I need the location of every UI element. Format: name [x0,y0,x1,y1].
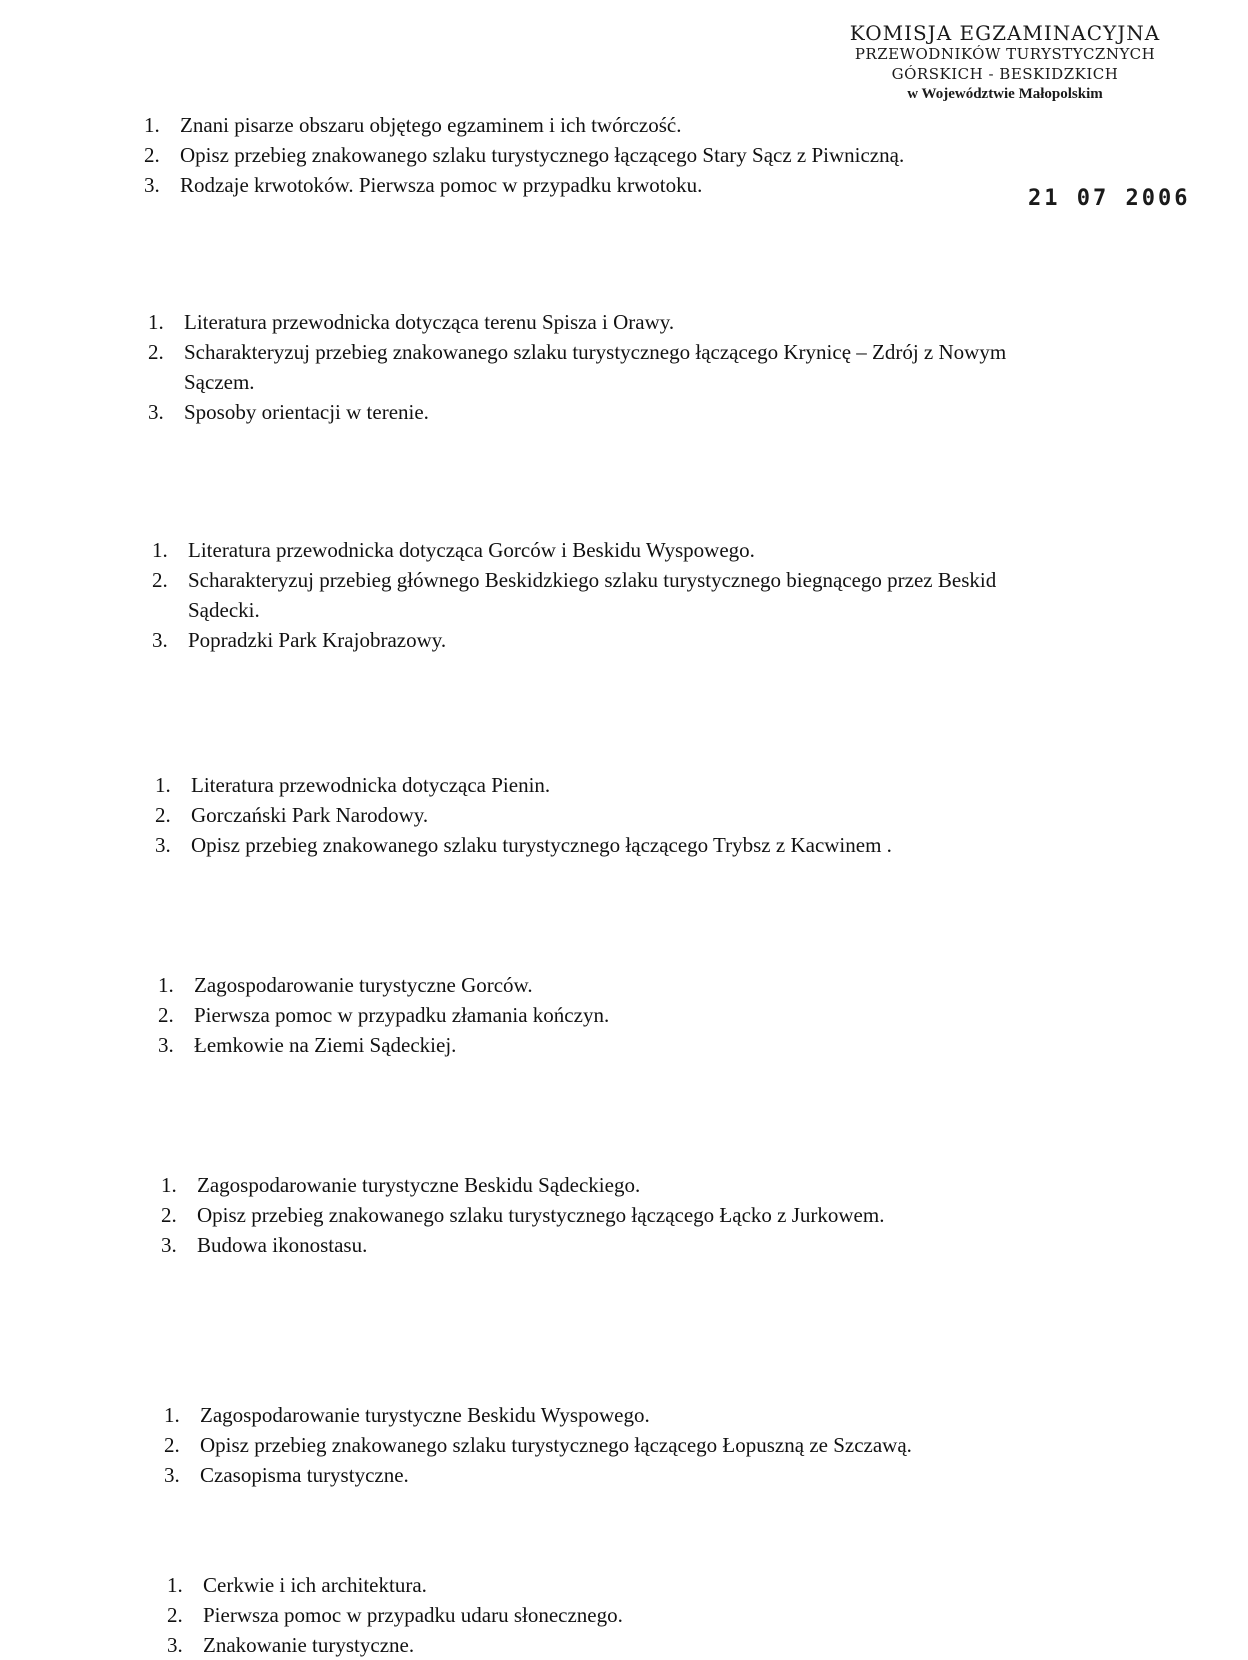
question-item [158,1030,958,1060]
question-text: Zagospodarowanie turystyczne Gorców. [194,973,533,997]
question-text: Sposoby orientacji w terenie. [184,400,429,424]
question-text: Rodzaje krwotoków. Pierwsza pomoc w przypadku krwotoku. [180,173,703,197]
stamp-line-3: GÓRSKICH - BESKIDZKICH [891,65,1119,83]
question-text: Cerkwie i ich architektura. [203,1573,427,1597]
question-number: 2. [164,1433,180,1457]
question-text: Zagospodarowanie turystyczne Beskidu Wyspowego. [200,1403,650,1427]
question-item [164,1460,1084,1490]
question-item [161,1230,1081,1260]
question-text: Scharakteryzuj przebieg znakowanego szlaku turystycznego łączącego Krynicę – Zdrój z Nowym Sączem. [184,340,1007,394]
question-number: 3. [152,628,168,652]
question-item [144,140,1104,170]
question-text: Literatura przewodnicka dotycząca terenu Spisza i Orawy. [184,310,675,334]
question-item [161,1200,1081,1230]
question-set-5 [158,970,958,1060]
question-number: 2. [167,1603,183,1627]
question-item [167,1570,967,1600]
stamp-line-1: KOMISJA EGZAMINACYJNA [849,21,1161,45]
question-set-3 [152,535,1052,655]
question-item [152,535,1052,565]
question-number: 1. [158,973,174,997]
question-text: Zagospodarowanie turystyczne Beskidu Sądeckiego. [197,1173,641,1197]
question-number: 1. [155,773,171,797]
question-text: Pierwsza pomoc w przypadku złamania kończyn. [194,1003,610,1027]
question-number: 1. [148,310,164,334]
question-number: 2. [155,803,171,827]
question-text: Czasopisma turystyczne. [200,1463,409,1487]
question-set-4 [155,770,1075,860]
question-item [167,1600,967,1630]
question-item [158,1000,958,1030]
question-set-6 [161,1170,1081,1260]
question-item [155,830,1075,860]
question-item [158,970,958,1000]
question-number: 3. [158,1033,174,1057]
question-text: Popradzki Park Krajobrazowy. [188,628,447,652]
question-item [152,625,1052,655]
question-number: 3. [164,1463,180,1487]
question-set-7 [164,1400,1084,1490]
question-number: 1. [164,1403,180,1427]
question-text: Znani pisarze obszaru objętego egzaminem i ich twórczość. [180,113,682,137]
question-item [148,307,1028,337]
question-number: 1. [167,1573,183,1597]
question-set-1 [144,110,1104,200]
question-text: Pierwsza pomoc w przypadku udaru słonecznego. [203,1603,623,1627]
question-item [167,1630,967,1660]
question-number: 3. [167,1633,183,1657]
question-number: 3. [161,1233,177,1257]
question-item [155,770,1075,800]
question-number: 3. [148,400,164,424]
question-number: 1. [161,1173,177,1197]
question-text: Budowa ikonostasu. [197,1233,368,1257]
question-item [155,800,1075,830]
question-text: Znakowanie turystyczne. [203,1633,415,1657]
question-number: 2. [161,1203,177,1227]
question-text: Łemkowie na Ziemi Sądeckiej. [194,1033,457,1057]
stamp-line-2: PRZEWODNIKÓW TURYSTYCZNYCH [854,45,1156,63]
question-number: 2. [152,568,168,592]
question-item [148,337,1028,397]
commission-stamp [840,22,1170,104]
question-item [148,397,1028,427]
question-item [144,170,1104,200]
question-text: Literatura przewodnicka dotycząca Pienin. [191,773,551,797]
question-set-2 [148,307,1028,427]
question-number: 1. [144,113,160,137]
question-number: 2. [158,1003,174,1027]
question-text: Literatura przewodnicka dotycząca Gorców i Beskidu Wyspowego. [188,538,755,562]
stamp-date: 21 07 2006 [1028,186,1191,211]
question-text: Gorczański Park Narodowy. [191,803,429,827]
question-text: Opisz przebieg znakowanego szlaku turystycznego łączącego Łopuszną ze Szczawą. [200,1433,912,1457]
question-text: Scharakteryzuj przebieg głównego Beskidzkiego szlaku turystycznego biegnącego przez Beskid Sądecki. [188,568,997,622]
question-item [152,565,1052,625]
question-item [161,1170,1081,1200]
question-number: 3. [155,833,171,857]
question-number: 2. [148,340,164,364]
question-item [144,110,1104,140]
question-number: 1. [152,538,168,562]
question-item [164,1430,1084,1460]
question-text: Opisz przebieg znakowanego szlaku turystycznego łączącego Stary Sącz z Piwniczną. [180,143,905,167]
stamp-line-4: w Województwie Małopolskim [907,86,1103,102]
question-text: Opisz przebieg znakowanego szlaku turystycznego łączącego Łącko z Jurkowem. [197,1203,885,1227]
question-set-8 [167,1570,967,1660]
question-item [164,1400,1084,1430]
question-text: Opisz przebieg znakowanego szlaku turystycznego łączącego Trybsz z Kacwinem . [191,833,892,857]
question-number: 3. [144,173,160,197]
question-number: 2. [144,143,160,167]
